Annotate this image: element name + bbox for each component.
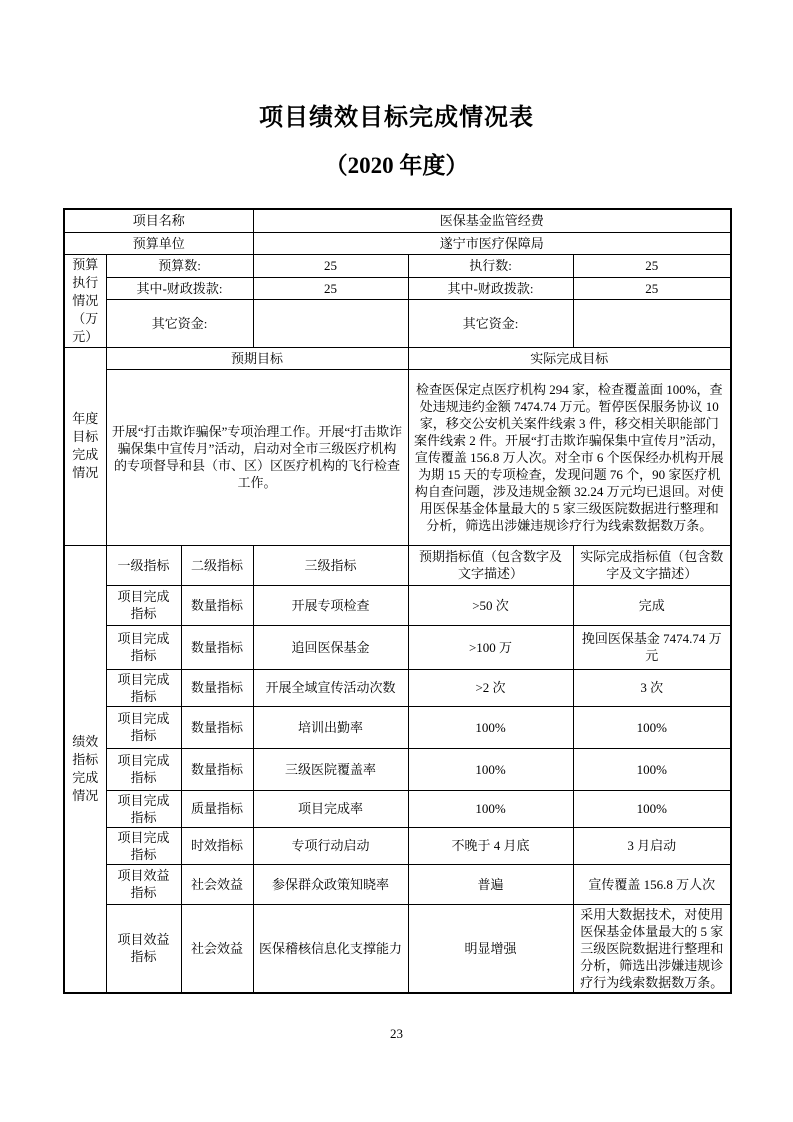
indicator-row bbox=[64, 864, 731, 904]
page-number: 23 bbox=[390, 1026, 403, 1041]
project-name-value: 医保基金监管经费 bbox=[253, 209, 731, 232]
indicators-section-label: 绩效指标完成情况 bbox=[64, 545, 106, 993]
indicator-expected-value: >100 万 bbox=[408, 625, 573, 669]
other-funds-exec-value bbox=[573, 300, 731, 347]
indicator-level2: 数量指标 bbox=[181, 669, 253, 706]
indicator-expected-value: 100% bbox=[408, 706, 573, 748]
indicator-actual-value: 3 月启动 bbox=[573, 827, 731, 864]
indicator-level3: 专项行动启动 bbox=[253, 827, 408, 864]
indicator-level2: 数量指标 bbox=[181, 748, 253, 790]
annual-goal-header-row bbox=[64, 347, 731, 369]
indicator-row bbox=[64, 625, 731, 669]
performance-table bbox=[63, 208, 732, 994]
indicator-row bbox=[64, 827, 731, 864]
budget-row bbox=[64, 278, 731, 300]
indicator-level3: 医保稽核信息化支撑能力 bbox=[253, 904, 408, 993]
fiscal-allocation-exec-label: 其中-财政拨款: bbox=[408, 278, 573, 300]
indicator-expected-value: >2 次 bbox=[408, 669, 573, 706]
indicator-level1: 项目完成指标 bbox=[106, 669, 181, 706]
indicator-expected-value: 100% bbox=[408, 790, 573, 827]
indicator-row bbox=[64, 669, 731, 706]
indicator-row bbox=[64, 904, 731, 993]
indicator-level3: 项目完成率 bbox=[253, 790, 408, 827]
indicator-row bbox=[64, 706, 731, 748]
execution-amount-value: 25 bbox=[573, 254, 731, 278]
budget-amount-value: 25 bbox=[253, 254, 408, 278]
indicator-actual-value: 宣传覆盖 156.8 万人次 bbox=[573, 864, 731, 904]
indicator-level1: 项目完成指标 bbox=[106, 706, 181, 748]
other-funds-value bbox=[253, 300, 408, 347]
other-funds-exec-label: 其它资金: bbox=[408, 300, 573, 347]
indicator-level1: 项目完成指标 bbox=[106, 827, 181, 864]
budget-row bbox=[64, 254, 731, 278]
actual-goal-text: 检查医保定点医疗机构 294 家，检查覆盖面 100%，查处违规违约金额 7474.74 万元。暂停医保服务协议 10 家，移交公安机关案件线索 3 件，移交相关职能部门案件线索 2 件。开展“打击欺诈骗保集中宣传月”活动，宣传覆盖 156.8 万人次。对全市 6 个医保经办机构开展为期 15 天的专项检查，发现问题 76 个，90 家医疗机构自查问题，涉及违规金额 32.24 万元均已退回。对使用医保基金体量最大的 5 家三级医院数据进行整理和分析，筛选出涉嫌违规诊疗行为线索数据数万条。 bbox=[408, 369, 731, 545]
expected-goal-header: 预期目标 bbox=[106, 347, 408, 369]
indicator-actual-value: 100% bbox=[573, 748, 731, 790]
indicator-level1: 项目效益指标 bbox=[106, 864, 181, 904]
indicator-level3: 开展专项检查 bbox=[253, 585, 408, 625]
indicator-header-level3: 三级指标 bbox=[253, 545, 408, 585]
indicator-actual-value: 3 次 bbox=[573, 669, 731, 706]
indicator-level1: 项目完成指标 bbox=[106, 585, 181, 625]
indicator-actual-value: 完成 bbox=[573, 585, 731, 625]
budget-amount-label: 预算数: bbox=[106, 254, 253, 278]
annual-goal-content-row bbox=[64, 369, 731, 545]
expected-goal-text: 开展“打击欺诈骗保”专项治理工作。开展“打击欺诈骗保集中宣传月”活动，启动对全市三级医疗机构的专项督导和县（市、区）区医疗机构的飞行检查工作。 bbox=[106, 369, 408, 545]
indicator-header-actual: 实际完成指标值（包含数字及文字描述） bbox=[573, 545, 731, 585]
indicator-actual-value: 100% bbox=[573, 790, 731, 827]
page-title: 项目绩效目标完成情况表 bbox=[259, 105, 534, 131]
indicator-level3: 培训出勤率 bbox=[253, 706, 408, 748]
fiscal-allocation-label: 其中-财政拨款: bbox=[106, 278, 253, 300]
indicator-expected-value: 明显增强 bbox=[408, 904, 573, 993]
indicator-level2: 社会效益 bbox=[181, 864, 253, 904]
indicator-expected-value: >50 次 bbox=[408, 585, 573, 625]
indicator-header-level1: 一级指标 bbox=[106, 545, 181, 585]
indicator-expected-value: 普遍 bbox=[408, 864, 573, 904]
indicator-level2: 数量指标 bbox=[181, 585, 253, 625]
indicator-level1: 项目完成指标 bbox=[106, 625, 181, 669]
execution-amount-label: 执行数: bbox=[408, 254, 573, 278]
indicator-level1: 项目完成指标 bbox=[106, 790, 181, 827]
other-funds-label: 其它资金: bbox=[106, 300, 253, 347]
indicator-level2: 质量指标 bbox=[181, 790, 253, 827]
page-subtitle: （2020 年度） bbox=[324, 153, 469, 178]
indicator-header-expected: 预期指标值（包含数字及文字描述） bbox=[408, 545, 573, 585]
indicator-level2: 数量指标 bbox=[181, 625, 253, 669]
indicator-expected-value: 不晚于 4 月底 bbox=[408, 827, 573, 864]
indicator-level2: 数量指标 bbox=[181, 706, 253, 748]
indicator-actual-value: 挽回医保基金 7474.74 万元 bbox=[573, 625, 731, 669]
budget-section-label: 预算执行情况（万元） bbox=[64, 254, 106, 347]
indicator-row bbox=[64, 748, 731, 790]
indicator-expected-value: 100% bbox=[408, 748, 573, 790]
budget-row bbox=[64, 300, 731, 347]
indicator-level2: 社会效益 bbox=[181, 904, 253, 993]
fiscal-allocation-value: 25 bbox=[253, 278, 408, 300]
indicator-level3: 三级医院覆盖率 bbox=[253, 748, 408, 790]
indicator-row bbox=[64, 790, 731, 827]
project-name-label: 项目名称 bbox=[64, 209, 253, 232]
indicator-header-level2: 二级指标 bbox=[181, 545, 253, 585]
indicator-level3: 开展全域宣传活动次数 bbox=[253, 669, 408, 706]
annual-goal-section-label: 年度目标完成情况 bbox=[64, 347, 106, 545]
indicator-level1: 项目效益指标 bbox=[106, 904, 181, 993]
indicator-level3: 追回医保基金 bbox=[253, 625, 408, 669]
indicator-actual-value: 采用大数据技术，对使用医保基金体量最大的 5 家三级医院数据进行整理和分析，筛选出涉嫌违规诊疗行为线索数据数万条。 bbox=[573, 904, 731, 993]
indicator-row bbox=[64, 585, 731, 625]
indicator-header-row bbox=[64, 545, 731, 585]
indicator-level1: 项目完成指标 bbox=[106, 748, 181, 790]
fiscal-allocation-exec-value: 25 bbox=[573, 278, 731, 300]
actual-goal-header: 实际完成目标 bbox=[408, 347, 731, 369]
indicator-level2: 时效指标 bbox=[181, 827, 253, 864]
indicator-level3: 参保群众政策知晓率 bbox=[253, 864, 408, 904]
budget-unit-label: 预算单位 bbox=[64, 232, 253, 254]
budget-unit-value: 遂宁市医疗保障局 bbox=[253, 232, 731, 254]
budget-unit-row bbox=[64, 232, 731, 254]
project-name-row bbox=[64, 209, 731, 232]
indicator-actual-value: 100% bbox=[573, 706, 731, 748]
